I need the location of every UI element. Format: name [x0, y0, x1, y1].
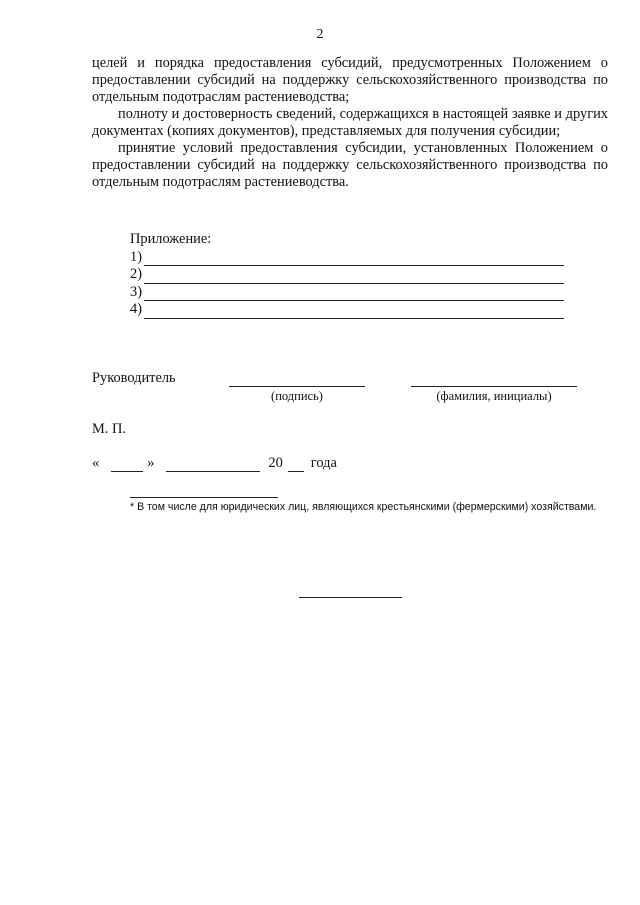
- date-close-quote: »: [147, 455, 155, 471]
- page-number: 2: [316, 27, 324, 42]
- stamp-label: М. П.: [92, 421, 126, 437]
- appendix-item-blank-line: [144, 252, 564, 266]
- appendix-section: [130, 231, 570, 319]
- paragraph-completeness: полноту и достоверность сведений, содержащихся в настоящей заявке и других документах (копиях документов), представляемых для получения субсидии;: [92, 106, 608, 139]
- year-prefix: 20: [268, 455, 283, 471]
- appendix-item-number: 4): [130, 301, 142, 317]
- paragraph-purpose: целей и порядка предоставления субсидий, предусмотренных Положением о предоставлении субсидий на поддержку сельскохозяйственного производства по отдельным подотраслям растениеводства;: [92, 55, 608, 105]
- month-blank-line: [166, 458, 260, 472]
- appendix-item: [130, 266, 570, 284]
- appendix-item-number: 2): [130, 266, 142, 282]
- head-label: Руководитель: [92, 370, 176, 386]
- appendix-item-blank-line: [144, 305, 564, 319]
- appendix-item: [130, 249, 570, 267]
- appendix-item-number: 3): [130, 283, 142, 300]
- paragraph-conditions: принятие условий предоставления субсидии, установленных Положением о предоставлении субсидий на поддержку сельскохозяйственного производства по отдельным подотраслям растениеводства.: [92, 140, 608, 190]
- year-suffix: года: [310, 455, 337, 471]
- appendix-item-blank-line: [144, 270, 564, 284]
- footnote-separator: [130, 497, 278, 498]
- appendix-item: [130, 301, 570, 319]
- end-of-document-rule: [299, 597, 402, 598]
- appendix-item: [130, 284, 570, 302]
- day-blank-line: [111, 458, 143, 472]
- appendix-item-blank-line: [144, 287, 564, 301]
- signature-blank-line: [229, 386, 365, 387]
- appendix-item-number: 1): [130, 248, 142, 265]
- appendix-title: Приложение:: [130, 231, 212, 247]
- year-blank-line: [288, 458, 304, 472]
- name-caption: (фамилия, инициалы): [436, 389, 552, 403]
- date-line: [92, 455, 337, 472]
- name-blank-line: [411, 386, 577, 387]
- footnote: * В том числе для юридических лиц, являющихся крестьянскими (фермерскими) хозяйствами.: [130, 501, 597, 513]
- date-open-quote: «: [92, 455, 100, 471]
- signature-caption: (подпись): [271, 389, 323, 403]
- body-text: [92, 55, 608, 191]
